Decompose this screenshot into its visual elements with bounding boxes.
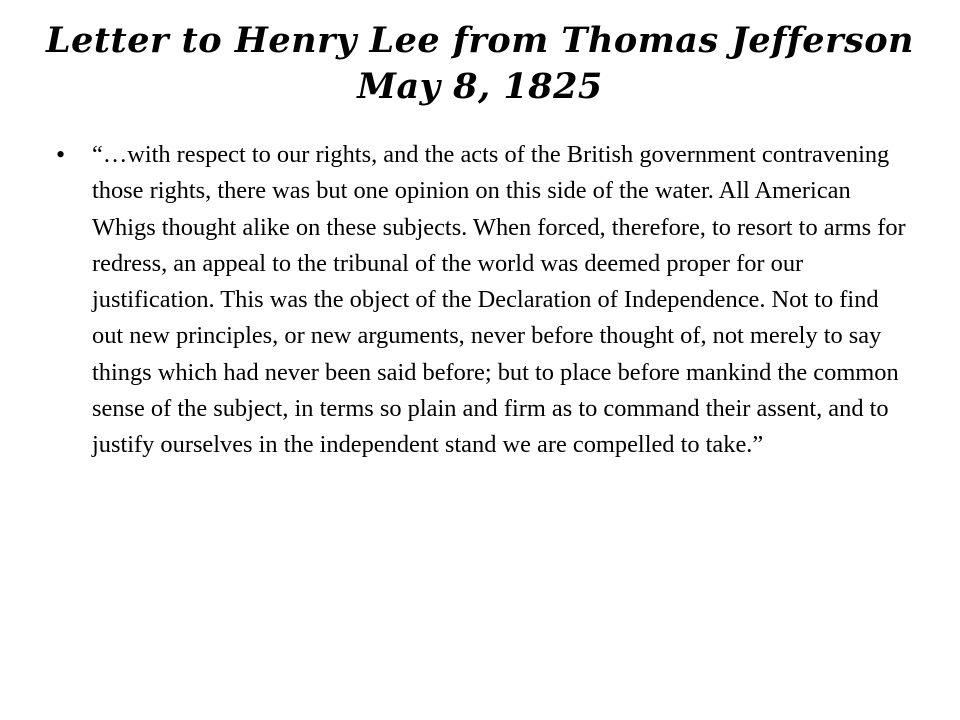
slide-title bbox=[40, 18, 920, 110]
bullet-marker: • bbox=[56, 140, 66, 169]
bullet-item bbox=[56, 137, 906, 464]
slide-body bbox=[56, 137, 906, 464]
quote-text: “…with respect to our rights, and the acts of the British government contravening those rights, there was but one opinion on this side of the water. All American Whigs thought alike on these subjects. When forced, therefore, to resort to arms for redress, an appeal to the tribunal of the world was deemed proper for our justification. This was the object of the Declaration of Independence. Not to find out new principles, or new arguments, never before thought of, not merely to say things which had never been said before; but to place before mankind the common sense of the subject, in terms so plain and firm as to command their assent, and to justify ourselves in the independent stand we are compelled to take.” bbox=[92, 141, 906, 459]
title-line-1: Letter to Henry Lee from Thomas Jefferson bbox=[45, 20, 915, 61]
title-line-2: May 8, 1825 bbox=[357, 66, 603, 107]
